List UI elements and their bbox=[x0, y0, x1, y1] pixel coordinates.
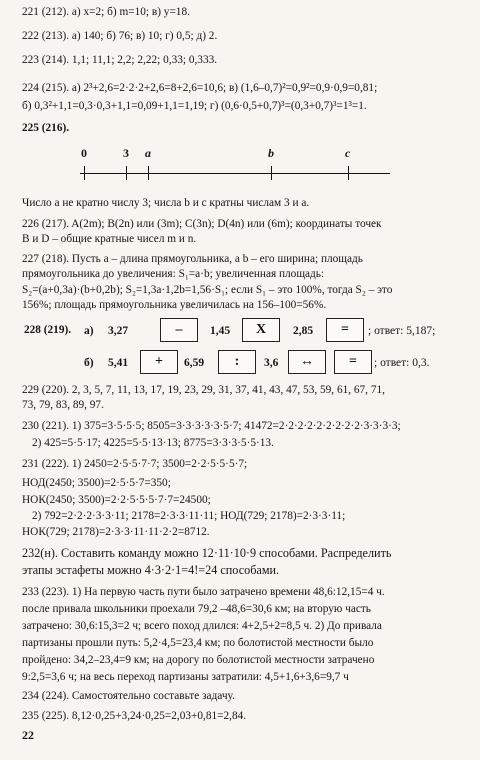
answer-227-line2: прямоугольника до увеличения: S₁=a·b; увеличенная площадь: bbox=[22, 268, 325, 280]
answer-231-line2: НОД(2450; 3500)=2·5·5·7=350; bbox=[22, 477, 171, 489]
answer-227-line4: 156%; площадь прямоугольника увеличилась на 156–100=56%. bbox=[22, 299, 327, 311]
row-b-marker: б) bbox=[84, 357, 94, 369]
row-b-value3: 3,6 bbox=[264, 357, 279, 369]
answer-227-line3: S₂=(a+0,3a)·(b+0,2b); S₂=1,3a·1,2b=1,56·S₁; если S₁ – это 100%, тогда S₂ – это bbox=[22, 284, 393, 296]
calc-row-a bbox=[80, 318, 460, 344]
row-a-value1: 3,27 bbox=[108, 325, 129, 337]
equals-key-b: = bbox=[334, 350, 372, 374]
row-b-value1: 5,41 bbox=[108, 357, 129, 369]
answer-229-line1: 229 (220). 2, 3, 5, 7, 11, 13, 17, 19, 23, 29, 31, 37, 41, 43, 47, 53, 59, 61, 67, 71, bbox=[22, 384, 385, 396]
answer-235: 235 (225). 8,12·0,25+3,24·0,25=2,03+0,81=2,84. bbox=[22, 710, 247, 722]
answer-226-line2: B и D – общие кратные чисел m и n. bbox=[22, 233, 197, 245]
answer-231-line1: 231 (222). 1) 2450=2·5·5·7·7; 3500=2·2·5·5·5·7; bbox=[22, 458, 248, 470]
answer-231-line3: НОК(2450; 3500)=2·2·5·5·5·7·7=24500; bbox=[22, 494, 211, 506]
answer-233-line6: 9:2,5=3,6 ч; на весь переход партизаны затратили: 4,5+1,6+3,6=9,7 ч bbox=[22, 671, 349, 683]
row-b-answer: ; ответ: 0,3. bbox=[374, 357, 430, 369]
tick-b bbox=[271, 166, 272, 180]
answer-224-line2: б) 0,3²+1,1=0,3·0,3+1,1=0,09+1,1=1,19; г) (0,6·0,5+0,7)³=(0,3+0,7)³=1³=1. bbox=[22, 100, 367, 112]
answer-221: 221 (212). а) x=2; б) m=10; в) y=18. bbox=[22, 6, 190, 18]
answer-233-line1: 233 (223). 1) На первую часть пути было затрачено времени 48,6:12,15=4 ч. bbox=[22, 586, 385, 598]
plus-key: + bbox=[140, 350, 178, 374]
minus-key: – bbox=[160, 318, 198, 342]
answer-233-line4: партизаны прошли путь: 5,2·4,5=23,4 км; по болотистой местности было bbox=[22, 637, 374, 649]
label-3: 3 bbox=[123, 146, 129, 160]
answer-222: 222 (213). а) 140; б) 76; в) 10; г) 0,5; д) 2. bbox=[22, 30, 218, 42]
tick-a bbox=[148, 166, 149, 180]
equals-key: = bbox=[326, 318, 364, 342]
row-a-value2: 1,45 bbox=[210, 325, 231, 337]
answer-225-text: Число a не кратно числу 3; числа b и c кратны числам 3 и a. bbox=[22, 197, 310, 209]
tick-3 bbox=[126, 166, 127, 180]
answer-227-line1: 227 (218). Пусть a – длина прямоугольника, а b – его ширина; площадь bbox=[22, 253, 363, 265]
divide-key: : bbox=[218, 350, 256, 374]
answer-232-line2: этапы эстафеты можно 4·3·2·1=4!=24 способами. bbox=[22, 564, 280, 577]
row-b-value2: 6,59 bbox=[184, 357, 205, 369]
answer-232-line1: 232(н). Составить команду можно 12·11·10·9 способами. Распределить bbox=[22, 547, 392, 560]
answer-229-line2: 73, 79, 83, 89, 97. bbox=[22, 399, 104, 411]
tick-0 bbox=[84, 166, 85, 180]
answer-228-heading: 228 (219). bbox=[24, 324, 72, 336]
label-b: b bbox=[268, 146, 274, 160]
answer-226-line1: 226 (217). A(2m); B(2n) или (3m); C(3n); D(4n) или (6m); координаты точек bbox=[22, 218, 382, 230]
label-a: a bbox=[145, 146, 151, 160]
row-a-answer: ; ответ: 5,187; bbox=[368, 325, 436, 337]
answer-230-line1: 230 (221). 1) 375=3·5·5·5; 8505=3·3·3·3·3·5·7; 41472=2·2·2·2·2·2·2·2·2·3·3·3·3; bbox=[22, 420, 401, 432]
label-0: 0 bbox=[81, 146, 87, 160]
label-c: c bbox=[345, 146, 351, 160]
tick-c bbox=[348, 166, 349, 180]
answer-230-line2: 2) 425=5·5·17; 4225=5·5·13·13; 8775=3·3·3·5·5·13. bbox=[32, 437, 274, 449]
page-number: 22 bbox=[22, 728, 34, 742]
row-a-marker: а) bbox=[84, 325, 94, 337]
answer-223: 223 (214). 1,1; 11,1; 2,2; 2,22; 0,33; 0,333. bbox=[22, 54, 218, 66]
calc-row-b bbox=[80, 350, 460, 376]
answer-225-heading: 225 (216). bbox=[22, 122, 70, 134]
answer-224-line1: 224 (215). а) 2³+2,6=2·2·2+2,6=8+2,6=10,6; в) (1,6–0,7)²=0,9²=0,9·0,9=0,81; bbox=[22, 82, 378, 94]
multiply-key: X bbox=[242, 318, 280, 342]
answer-231-line4: 2) 792=2·2·2·3·3·11; 2178=2·3·3·11·11; НОД(729; 2178)=2·3·3·11; bbox=[32, 510, 346, 522]
answer-234: 234 (224). Самостоятельно составьте задачу. bbox=[22, 690, 235, 702]
answer-231-line5: НОК(729; 2178)=2·3·3·11·11·2·2=8712. bbox=[22, 526, 210, 538]
answer-233-line3: затрачено: 30,6:15,3=2 ч; всего поход длился: 4+2,5+2=8,5 ч. 2) До привала bbox=[22, 620, 382, 632]
row-a-value3: 2,85 bbox=[293, 325, 314, 337]
swap-key: ↔ bbox=[288, 350, 326, 374]
answer-233-line2: после привала школьники проехали 79,2 –48,6=30,6 км; на вторую часть bbox=[22, 603, 371, 615]
answer-233-line5: пройдено: 34,2–23,4=9 км; на дорогу по болотистой местности затрачено bbox=[22, 654, 375, 666]
